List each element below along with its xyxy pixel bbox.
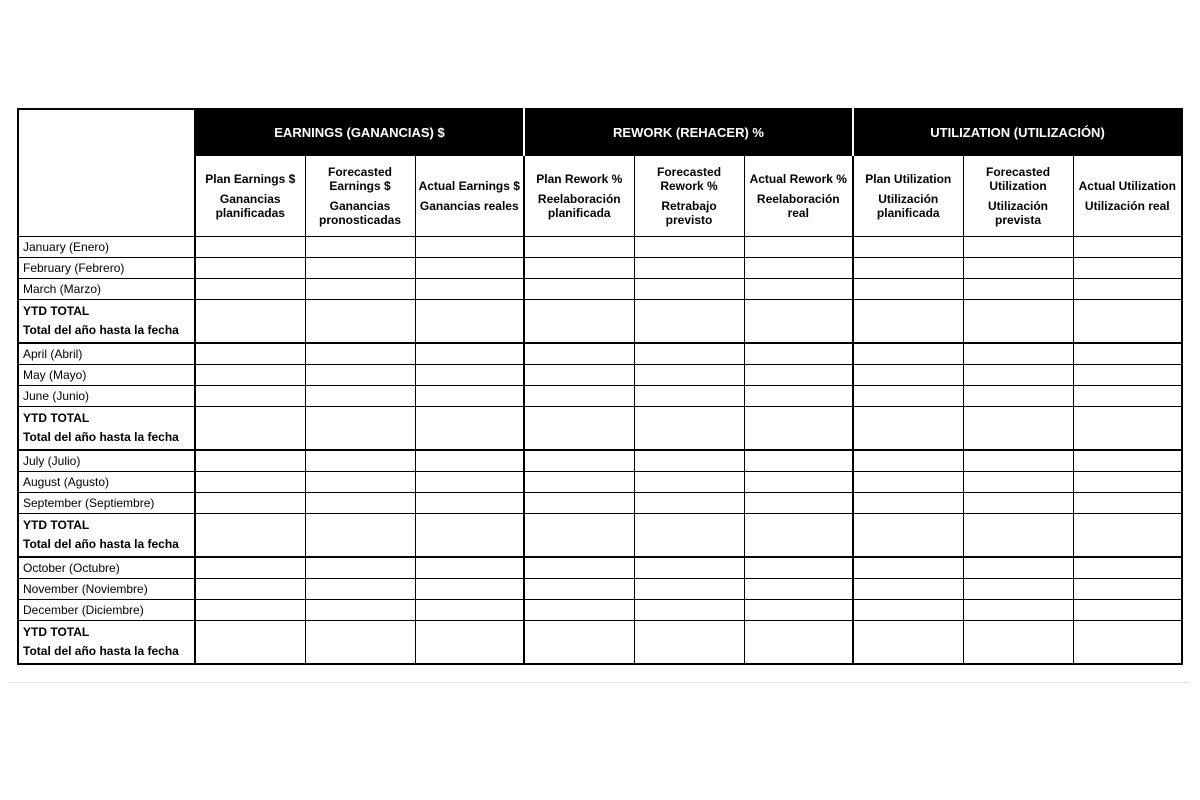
table-row — [18, 365, 1182, 386]
column-header-plan-utilization — [853, 156, 963, 237]
month-label: September (Septiembre) — [18, 493, 195, 514]
column-header-en: Forecasted Utilization — [986, 165, 1051, 193]
entry-cell[interactable] — [853, 343, 963, 365]
entry-cell[interactable] — [415, 579, 524, 600]
column-header-es: Retrabajo previsto — [661, 199, 717, 227]
entry-cell[interactable] — [963, 557, 1073, 579]
entry-cell[interactable] — [1073, 279, 1182, 300]
column-header-plan-earnings — [195, 156, 305, 237]
entry-cell[interactable] — [1073, 600, 1182, 621]
entry-cell[interactable] — [1073, 343, 1182, 365]
column-header-es: Reelaboración planificada — [537, 192, 621, 220]
month-label: August (Agusto) — [18, 472, 195, 493]
entry-cell[interactable] — [963, 365, 1073, 386]
entry-cell[interactable] — [195, 600, 305, 621]
entry-cell[interactable] — [195, 300, 305, 344]
entry-cell[interactable] — [305, 493, 415, 514]
entry-cell[interactable] — [744, 450, 853, 472]
entry-cell[interactable] — [744, 579, 853, 600]
entry-cell[interactable] — [1073, 514, 1182, 558]
entry-cell[interactable] — [1073, 450, 1182, 472]
table-row — [18, 472, 1182, 493]
entry-cell[interactable] — [195, 237, 305, 258]
entry-cell[interactable] — [744, 300, 853, 344]
entry-cell[interactable] — [415, 386, 524, 407]
entry-cell[interactable] — [744, 493, 853, 514]
corner-cell — [18, 109, 195, 237]
entry-cell[interactable] — [415, 365, 524, 386]
entry-cell[interactable] — [634, 557, 744, 579]
column-header-es: Reelaboración real — [756, 192, 840, 220]
ytd-total-row — [18, 514, 1182, 558]
ytd-total-label-es: Total del año hasta la fecha — [23, 644, 179, 658]
entry-cell[interactable] — [195, 279, 305, 300]
entry-cell[interactable] — [524, 493, 634, 514]
group-header-earnings: EARNINGS (GANANCIAS) $ — [195, 109, 524, 156]
table-row — [18, 600, 1182, 621]
entry-cell[interactable] — [415, 493, 524, 514]
entry-cell[interactable] — [305, 514, 415, 558]
entry-cell[interactable] — [634, 258, 744, 279]
entry-cell[interactable] — [1073, 493, 1182, 514]
entry-cell[interactable] — [634, 514, 744, 558]
entry-cell[interactable] — [963, 621, 1073, 665]
entry-cell[interactable] — [1073, 365, 1182, 386]
entry-cell[interactable] — [853, 514, 963, 558]
entry-cell[interactable] — [1073, 579, 1182, 600]
entry-cell[interactable] — [963, 450, 1073, 472]
entry-cell[interactable] — [415, 258, 524, 279]
entry-cell[interactable] — [305, 579, 415, 600]
entry-cell[interactable] — [1073, 472, 1182, 493]
column-header-en: Actual Rework % — [749, 172, 847, 186]
entry-cell[interactable] — [634, 600, 744, 621]
column-header-en: Forecasted Rework % — [657, 165, 722, 193]
column-header-en: Actual Utilization — [1078, 179, 1176, 193]
entry-cell[interactable] — [634, 472, 744, 493]
entry-cell[interactable] — [524, 600, 634, 621]
entry-cell[interactable] — [634, 300, 744, 344]
entry-cell[interactable] — [305, 621, 415, 665]
ytd-total-label-en: YTD TOTAL — [23, 518, 90, 532]
column-header-es: Utilización real — [1084, 199, 1170, 213]
entry-cell[interactable] — [415, 300, 524, 344]
group-header-rework: REWORK (REHACER) % — [524, 109, 853, 156]
entry-cell[interactable] — [1073, 557, 1182, 579]
entry-cell[interactable] — [1073, 407, 1182, 451]
table-row — [18, 450, 1182, 472]
entry-cell[interactable] — [415, 621, 524, 665]
entry-cell[interactable] — [305, 343, 415, 365]
month-label: July (Julio) — [18, 450, 195, 472]
entry-cell[interactable] — [195, 579, 305, 600]
entry-cell[interactable] — [853, 365, 963, 386]
entry-cell[interactable] — [305, 386, 415, 407]
column-header-forecasted-rework — [634, 156, 744, 237]
entry-cell[interactable] — [853, 258, 963, 279]
entry-cell[interactable] — [305, 300, 415, 344]
month-label: March (Marzo) — [18, 279, 195, 300]
entry-cell[interactable] — [963, 514, 1073, 558]
entry-cell[interactable] — [524, 621, 634, 665]
entry-cell[interactable] — [744, 600, 853, 621]
entry-cell[interactable] — [524, 258, 634, 279]
entry-cell[interactable] — [744, 343, 853, 365]
entry-cell[interactable] — [415, 450, 524, 472]
entry-cell[interactable] — [195, 493, 305, 514]
entry-cell[interactable] — [634, 450, 744, 472]
entry-cell[interactable] — [524, 386, 634, 407]
entry-cell[interactable] — [1073, 386, 1182, 407]
entry-cell[interactable] — [853, 386, 963, 407]
column-header-actual-earnings — [415, 156, 524, 237]
entry-cell[interactable] — [524, 279, 634, 300]
entry-cell[interactable] — [415, 279, 524, 300]
ytd-total-label — [18, 300, 195, 344]
month-label: January (Enero) — [18, 237, 195, 258]
group-header-row — [18, 109, 1182, 156]
entry-cell[interactable] — [853, 472, 963, 493]
ytd-total-row — [18, 300, 1182, 344]
column-header-es: Utilización planificada — [876, 192, 940, 220]
entry-cell[interactable] — [963, 258, 1073, 279]
entry-cell[interactable] — [634, 237, 744, 258]
entry-cell[interactable] — [744, 557, 853, 579]
entry-cell[interactable] — [963, 300, 1073, 344]
table-row — [18, 557, 1182, 579]
page-divider — [8, 682, 1190, 683]
entry-cell[interactable] — [853, 300, 963, 344]
entry-cell[interactable] — [634, 343, 744, 365]
entry-cell[interactable] — [744, 386, 853, 407]
entry-cell[interactable] — [853, 600, 963, 621]
table-row — [18, 386, 1182, 407]
entry-cell[interactable] — [1073, 300, 1182, 344]
table-row — [18, 343, 1182, 365]
entry-cell[interactable] — [1073, 258, 1182, 279]
entry-cell[interactable] — [195, 365, 305, 386]
ytd-total-label-es: Total del año hasta la fecha — [23, 430, 179, 444]
table-row — [18, 258, 1182, 279]
ytd-total-label-en: YTD TOTAL — [23, 625, 90, 639]
table-body — [18, 237, 1182, 665]
entry-cell[interactable] — [634, 579, 744, 600]
entry-cell[interactable] — [524, 472, 634, 493]
ytd-total-row — [18, 407, 1182, 451]
entry-cell[interactable] — [853, 557, 963, 579]
entry-cell[interactable] — [195, 621, 305, 665]
entry-cell[interactable] — [963, 279, 1073, 300]
entry-cell[interactable] — [305, 600, 415, 621]
entry-cell[interactable] — [305, 237, 415, 258]
entry-cell[interactable] — [305, 407, 415, 451]
column-header-en: Forecasted Earnings $ — [327, 165, 393, 193]
entry-cell[interactable] — [963, 237, 1073, 258]
entry-cell[interactable] — [524, 514, 634, 558]
entry-cell[interactable] — [305, 472, 415, 493]
entry-cell[interactable] — [853, 450, 963, 472]
entry-cell[interactable] — [415, 600, 524, 621]
entry-cell[interactable] — [524, 300, 634, 344]
month-label: February (Febrero) — [18, 258, 195, 279]
entry-cell[interactable] — [963, 600, 1073, 621]
entry-cell[interactable] — [744, 407, 853, 451]
entry-cell[interactable] — [415, 343, 524, 365]
entry-cell[interactable] — [853, 621, 963, 665]
entry-cell[interactable] — [305, 365, 415, 386]
table-row — [18, 237, 1182, 258]
entry-cell[interactable] — [634, 365, 744, 386]
entry-cell[interactable] — [415, 514, 524, 558]
ytd-total-row — [18, 621, 1182, 665]
entry-cell[interactable] — [744, 621, 853, 665]
entry-cell[interactable] — [195, 472, 305, 493]
entry-cell[interactable] — [1073, 237, 1182, 258]
entry-cell[interactable] — [524, 343, 634, 365]
column-header-es: Ganancias planificadas — [215, 192, 285, 220]
entry-cell[interactable] — [853, 279, 963, 300]
entry-cell[interactable] — [195, 514, 305, 558]
entry-cell[interactable] — [744, 258, 853, 279]
ytd-tracking-table — [17, 108, 1183, 665]
entry-cell[interactable] — [415, 237, 524, 258]
month-label: October (Octubre) — [18, 557, 195, 579]
column-header-es: Ganancias reales — [419, 199, 519, 213]
entry-cell[interactable] — [634, 279, 744, 300]
entry-cell[interactable] — [524, 450, 634, 472]
entry-cell[interactable] — [524, 237, 634, 258]
entry-cell[interactable] — [195, 258, 305, 279]
ytd-total-label — [18, 407, 195, 451]
entry-cell[interactable] — [195, 343, 305, 365]
entry-cell[interactable] — [305, 557, 415, 579]
entry-cell[interactable] — [744, 472, 853, 493]
entry-cell[interactable] — [634, 621, 744, 665]
column-header-en: Plan Utilization — [865, 172, 952, 186]
entry-cell[interactable] — [195, 450, 305, 472]
entry-cell[interactable] — [853, 237, 963, 258]
entry-cell[interactable] — [415, 472, 524, 493]
entry-cell[interactable] — [853, 407, 963, 451]
month-label: May (Mayo) — [18, 365, 195, 386]
entry-cell[interactable] — [195, 557, 305, 579]
entry-cell[interactable] — [195, 407, 305, 451]
entry-cell[interactable] — [305, 450, 415, 472]
entry-cell[interactable] — [744, 365, 853, 386]
entry-cell[interactable] — [963, 407, 1073, 451]
entry-cell[interactable] — [524, 579, 634, 600]
table-row — [18, 279, 1182, 300]
entry-cell[interactable] — [853, 493, 963, 514]
ytd-total-label-es: Total del año hasta la fecha — [23, 537, 179, 551]
entry-cell[interactable] — [744, 237, 853, 258]
group-header-utilization: UTILIZATION (UTILIZACIÓN) — [853, 109, 1182, 156]
column-header-plan-rework — [524, 156, 634, 237]
month-label: June (Junio) — [18, 386, 195, 407]
column-header-actual-rework — [744, 156, 853, 237]
entry-cell[interactable] — [963, 493, 1073, 514]
entry-cell[interactable] — [524, 557, 634, 579]
entry-cell[interactable] — [195, 386, 305, 407]
entry-cell[interactable] — [634, 493, 744, 514]
entry-cell[interactable] — [1073, 621, 1182, 665]
entry-cell[interactable] — [305, 279, 415, 300]
ytd-total-label — [18, 621, 195, 665]
month-label: November (Noviembre) — [18, 579, 195, 600]
month-label: April (Abril) — [18, 343, 195, 365]
ytd-total-label-en: YTD TOTAL — [23, 304, 90, 318]
entry-cell[interactable] — [963, 579, 1073, 600]
ytd-total-label-en: YTD TOTAL — [23, 411, 90, 425]
column-header-en: Plan Earnings $ — [205, 172, 296, 186]
entry-cell[interactable] — [744, 514, 853, 558]
entry-cell[interactable] — [744, 279, 853, 300]
month-label: December (Diciembre) — [18, 600, 195, 621]
column-header-actual-utilization — [1073, 156, 1182, 237]
entry-cell[interactable] — [634, 407, 744, 451]
entry-cell[interactable] — [963, 472, 1073, 493]
column-header-en: Plan Rework % — [536, 172, 623, 186]
column-header-en: Actual Earnings $ — [418, 179, 520, 193]
entry-cell[interactable] — [853, 579, 963, 600]
entry-cell[interactable] — [634, 386, 744, 407]
entry-cell[interactable] — [963, 343, 1073, 365]
entry-cell[interactable] — [415, 557, 524, 579]
column-header-es: Ganancias pronosticadas — [318, 199, 402, 227]
entry-cell[interactable] — [963, 386, 1073, 407]
entry-cell[interactable] — [524, 407, 634, 451]
table-row — [18, 579, 1182, 600]
column-header-es: Utilización prevista — [988, 199, 1049, 227]
ytd-total-label — [18, 514, 195, 558]
column-header-forecasted-earnings — [305, 156, 415, 237]
table-row — [18, 493, 1182, 514]
column-header-forecasted-utilization — [963, 156, 1073, 237]
entry-cell[interactable] — [415, 407, 524, 451]
ytd-total-label-es: Total del año hasta la fecha — [23, 323, 179, 337]
entry-cell[interactable] — [305, 258, 415, 279]
entry-cell[interactable] — [524, 365, 634, 386]
